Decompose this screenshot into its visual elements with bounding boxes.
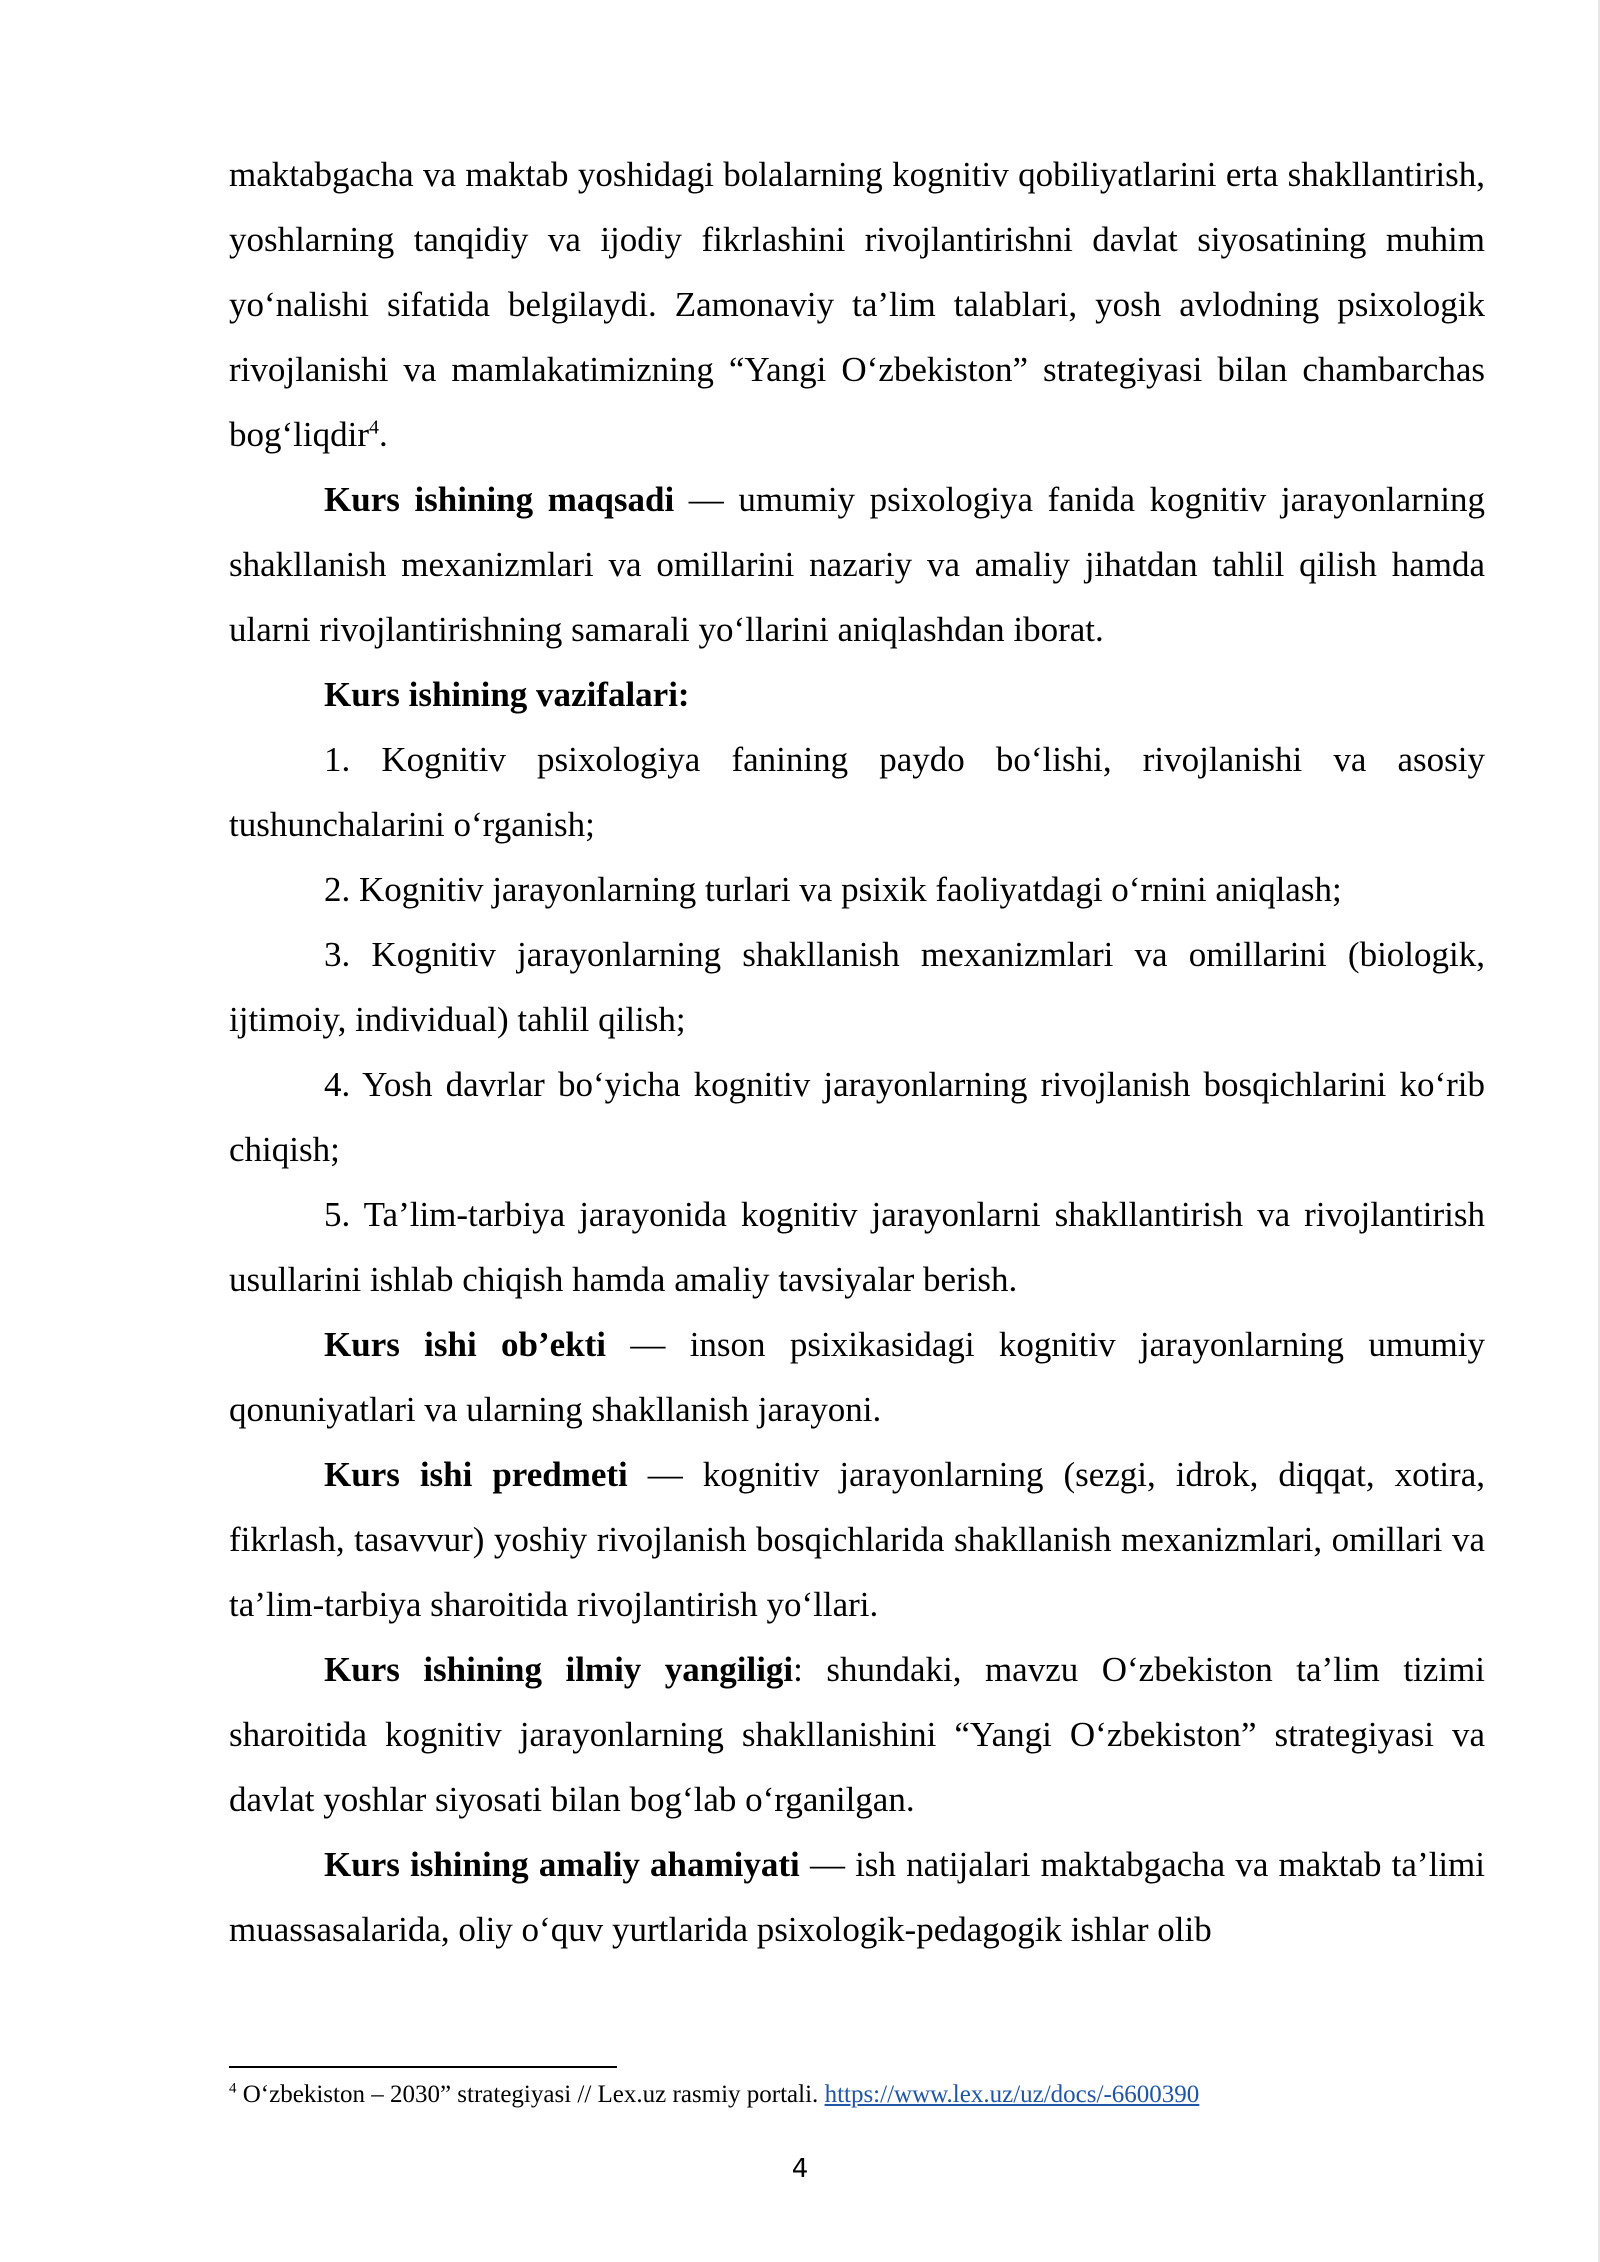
task-text: 4. Yosh davrlar bo‘yicha kognitiv jarayonlarning rivojlanish bosqichlarini ko‘rib chiqish;: [229, 1065, 1485, 1169]
task-text: 2. Kognitiv jarayonlarning turlari va psixik faoliyatdagi o‘rnini aniqlash;: [324, 870, 1342, 909]
paragraph-tasks-heading: [229, 662, 1485, 727]
paragraph-novelty: [229, 1637, 1485, 1832]
task-item-3: [229, 922, 1485, 1052]
footnote-text: O‘zbekiston – 2030” strategiyasi // Lex.uz rasmiy portali.: [236, 2081, 825, 2108]
subject-heading: Kurs ishi predmeti: [324, 1455, 628, 1494]
paragraph-goal: [229, 467, 1485, 662]
object-heading: Kurs ishi ob’ekti: [324, 1325, 607, 1364]
object-text: — inson psixikasidagi kognitiv jarayonlarning umumiy qonuniyatlari va ularning shakllanish jarayoni.: [229, 1325, 1485, 1429]
paragraph-subject: [229, 1442, 1485, 1637]
task-item-1: [229, 727, 1485, 857]
task-text: 3. Kognitiv jarayonlarning shakllanish mexanizmlari va omillarini (biologik, ijtimoiy, individual) tahlil qilish;: [229, 935, 1485, 1039]
footnote-number: 4: [229, 2080, 237, 2097]
paragraph-tail: .: [378, 415, 388, 454]
footnote-link[interactable]: https://www.lex.uz/uz/docs/-6600390: [824, 2081, 1200, 2108]
task-item-2: [229, 857, 1485, 922]
task-text: 5. Ta’lim-tarbiya jarayonida kognitiv jarayonlarni shakllantirish va rivojlantirish usullarini ishlab chiqish hamda amaliy tavsiyalar berish.: [229, 1195, 1485, 1299]
goal-heading: Kurs ishining maqsadi: [324, 480, 675, 519]
tasks-heading: Kurs ishining vazifalari:: [324, 675, 690, 714]
footnote-separator: [229, 2066, 617, 2068]
novelty-text: : shundaki, mavzu O‘zbekiston ta’lim tizimi sharoitida kognitiv jarayonlarning shakllanishini “Yangi O‘zbekiston” strategiyasi va davlat yoshlar siyosati bilan bog‘lab o‘rganilgan.: [229, 1650, 1485, 1819]
page-number: 4: [791, 2154, 809, 2184]
novelty-heading: Kurs ishining ilmiy yangiligi: [324, 1650, 794, 1689]
footnote-reference[interactable]: 4: [368, 416, 379, 439]
paragraph-text: maktabgacha va maktab yoshidagi bolalarning kognitiv qobiliyatlarini erta shakllantirish, yoshlarning tanqidiy va ijodiy fikrlashini rivojlantirishni davlat siyosatining muhim yo‘nalishi sifatida belgilaydi. Zamonaviy ta’lim talablari, yosh avlodning psixologik rivojlanishi va mamlakatimizning “Yangi O‘zbekiston” strategiyasi bilan chambarchas bog‘liqdir: [229, 155, 1485, 454]
goal-text: — umumiy psixologiya fanida kognitiv jarayonlarning shakllanish mexanizmlari va omillarini nazariy va amaliy jihatdan tahlil qilish hamda ularni rivojlantirishning samarali yo‘llarini aniqlashdan iborat.: [229, 480, 1485, 649]
paragraph-continuation: [229, 142, 1485, 467]
task-item-4: [229, 1052, 1485, 1182]
paragraph-object: [229, 1312, 1485, 1442]
significance-heading: Kurs ishining amaliy ahamiyati: [324, 1845, 800, 1884]
task-item-5: [229, 1182, 1485, 1312]
footnote: [229, 2077, 1485, 2113]
significance-text: — ish natijalari maktabgacha va maktab ta’limi muassasalarida, oliy o‘quv yurtlarida psixologik-pedagogik ishlar olib: [229, 1845, 1485, 1949]
paragraph-significance: [229, 1832, 1485, 1962]
subject-text: — kognitiv jarayonlarning (sezgi, idrok, diqqat, xotira, fikrlash, tasavvur) yoshiy rivojlanish bosqichlarida shakllanish mexanizmlari, omillari va ta’lim-tarbiya sharoitida rivojlantirish yo‘llari.: [229, 1455, 1485, 1624]
task-text: 1. Kognitiv psixologiya fanining paydo bo‘lishi, rivojlanishi va asosiy tushunchalarini o‘rganish;: [229, 740, 1485, 844]
body-text: [229, 142, 1485, 1962]
